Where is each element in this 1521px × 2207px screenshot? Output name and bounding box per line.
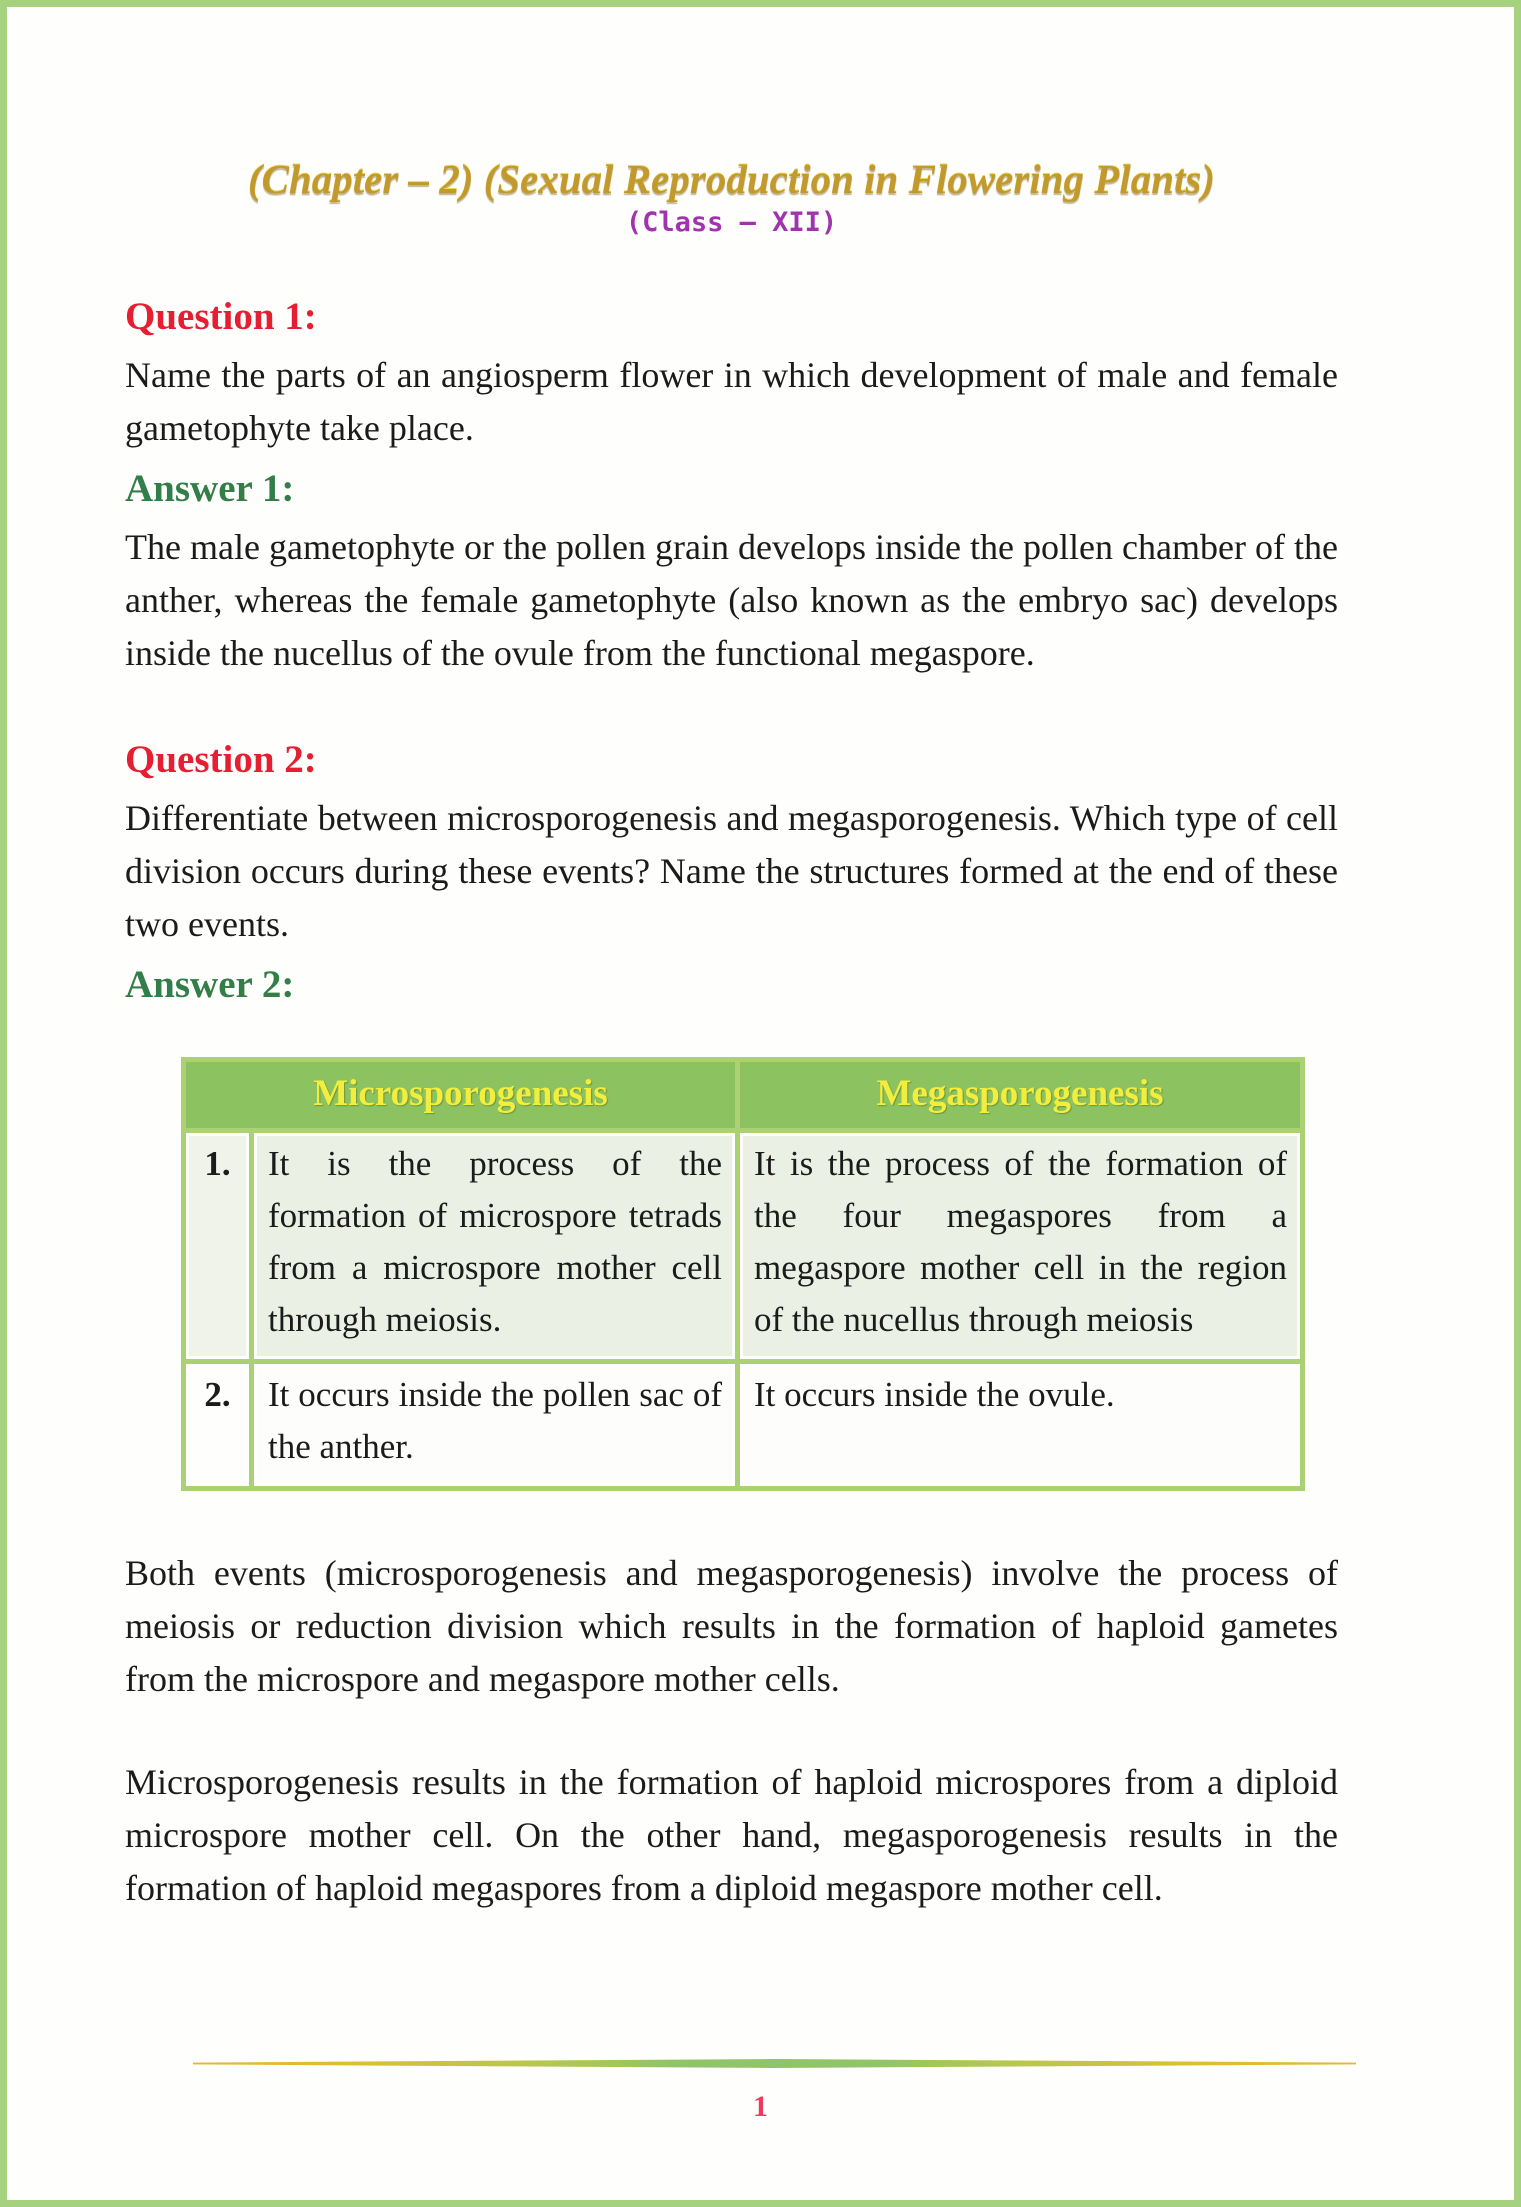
comparison-table <box>181 1057 1305 1491</box>
answer-2-heading: Answer 2: <box>125 963 295 1006</box>
table-header-row <box>184 1060 1303 1131</box>
table-row <box>184 1362 1303 1489</box>
question-2-text: Differentiate between microsporogenesis and megasporogenesis. Which type of cell division occurs during these events? Name the structures formed at the end of these two events. <box>125 798 1338 944</box>
table-header-microsporogenesis: Microsporogenesis <box>184 1060 738 1131</box>
megasporogenesis-cell: It is the process of the formation of the four megaspores from a megaspore mother cell in the region of the nucellus through meiosis <box>738 1131 1303 1362</box>
question-2-heading: Question 2: <box>125 738 317 781</box>
megasporogenesis-cell: It occurs inside the ovule. <box>738 1362 1303 1489</box>
footer-divider <box>193 2059 1356 2068</box>
page-number: 1 <box>753 2090 768 2123</box>
class-subtitle: (Class – XII) <box>625 207 838 238</box>
closing-paragraph-1: Both events (microsporogenesis and megasporogenesis) involve the process of meiosis or reduction division which results in the formation of haploid gametes from the microspore and megaspore mother cells. <box>125 1553 1338 1699</box>
row-number: 1. <box>184 1131 252 1362</box>
microsporogenesis-cell: It occurs inside the pollen sac of the anther. <box>252 1362 738 1489</box>
table-header-megasporogenesis: Megasporogenesis <box>738 1060 1303 1131</box>
page-content <box>7 155 1514 1915</box>
question-1-heading: Question 1: <box>125 295 317 338</box>
question-1-text: Name the parts of an angiosperm flower in which development of male and female gametophyte take place. <box>125 355 1338 448</box>
table-row <box>184 1131 1303 1362</box>
microsporogenesis-cell: It is the process of the formation of microspore tetrads from a microspore mother cell through meiosis. <box>252 1131 738 1362</box>
chapter-title: (Chapter – 2) (Sexual Reproduction in Flowering Plants) <box>247 156 1216 202</box>
answer-1-text: The male gametophyte or the pollen grain develops inside the pollen chamber of the anther, whereas the female gametophyte (also known as the embryo sac) develops inside the nucellus of the ovule from the functional megaspore. <box>125 527 1338 673</box>
row-number: 2. <box>184 1362 252 1489</box>
answer-1-heading: Answer 1: <box>125 467 295 510</box>
closing-paragraph-2: Microsporogenesis results in the formation of haploid microspores from a diploid microspore mother cell. On the other hand, megasporogenesis results in the formation of haploid megaspores from a diploid megaspore mother cell. <box>125 1762 1338 1908</box>
